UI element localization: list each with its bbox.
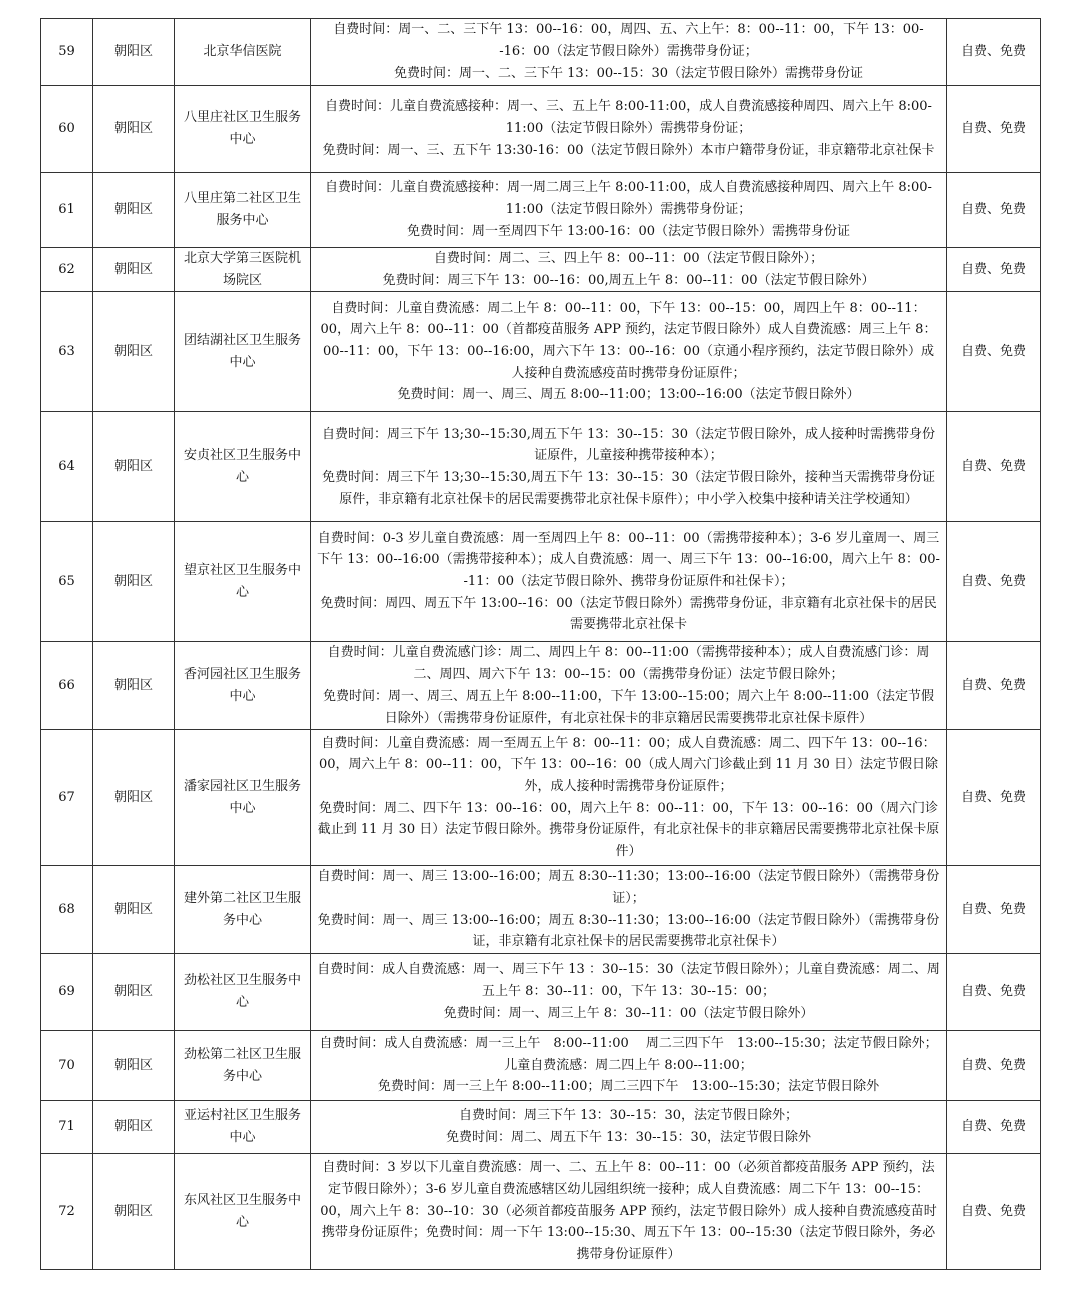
schedule-cell — [311, 522, 947, 642]
district-cell: 朝阳区 — [93, 954, 175, 1031]
row-number: 59 — [41, 19, 93, 86]
schedule-cell — [311, 1154, 947, 1270]
schedule-line: 自费时间：周三下午 13：30--15：30，法定节假日除外； — [458, 1108, 799, 1124]
schedule-cell — [311, 1101, 947, 1154]
schedule-line: 自费时间：儿童自费流感：周一至周五上午 8：00--11：00；成人自费流感：周二、四下午 13：00--16：00，周六上午 8：00--11：00，下午 13：00--16：00（成人周六门诊截止到 11 月 30 日）法定节假日除外，成人接种时需携带身份证原件； — [318, 735, 939, 795]
vaccine-type-cell: 自费、免费 — [947, 1031, 1041, 1101]
district-cell: 朝阳区 — [93, 248, 175, 292]
schedule-line: 自费时间：周一、周三 13:00--16:00；周五 8:30--11:30；13:00--16:00（法定节假日除外）（需携带身份证）； — [317, 869, 940, 906]
table-row — [41, 1031, 1041, 1101]
row-number: 67 — [41, 730, 93, 866]
row-number: 68 — [41, 866, 93, 954]
hospital-name-cell: 安贞社区卫生服务中心 — [175, 412, 311, 522]
table-row — [41, 1154, 1041, 1270]
hospital-name-cell: 北京大学第三医院机场院区 — [175, 248, 311, 292]
hospital-name-cell: 亚运村社区卫生服务中心 — [175, 1101, 311, 1154]
vaccine-type-cell: 自费、免费 — [947, 412, 1041, 522]
hospital-name-cell: 劲松第二社区卫生服务中心 — [175, 1031, 311, 1101]
schedule-line: 自费时间：0-3 岁儿童自费流感：周一至周四上午 8：00--11：00（需携带接种本）；3-6 岁儿童周一、周三下午 13：00--16:00（需携带接种本）；成人自费流感：周一、周三下午 13：00--16:00，周六上午 8：00--11：00（法定节假日除外、携带身份证原件和社保卡）； — [317, 530, 940, 590]
schedule-line: 免费时间：周一三上午 8:00--11:00；周二三四下午 13:00--15:30；法定节假日除外 — [377, 1079, 880, 1095]
schedule-line: 自费时间：周三下午 13;30--15:30,周五下午 13：30--15：30（法定节假日除外，成人接种时需携带身份证原件，儿童接种携带接种本）； — [321, 426, 936, 464]
schedule-line: 自费时间：周一、二、三下午 13：00--16：00，周四、五、六上午：8：00--11：00，下午 13：00--16：00（法定节假日除外）需携带身份证； — [333, 22, 924, 60]
vaccine-type-cell: 自费、免费 — [947, 1154, 1041, 1270]
schedule-cell — [311, 866, 947, 954]
schedule-cell — [311, 954, 947, 1031]
schedule-line: 自费时间：儿童自费流感接种：周一周二周三上午 8:00-11:00，成人自费流感接种周四、周六上午 8:00-11:00（法定节假日除外）需携带身份证； — [325, 180, 932, 218]
hospital-name-cell: 八里庄第二社区卫生服务中心 — [175, 173, 311, 248]
schedule-cell — [311, 730, 947, 866]
district-cell: 朝阳区 — [93, 642, 175, 730]
vaccine-type-cell: 自费、免费 — [947, 954, 1041, 1031]
table-row — [41, 866, 1041, 954]
table-row — [41, 642, 1041, 730]
district-cell: 朝阳区 — [93, 1154, 175, 1270]
schedule-line: 自费时间：周二、三、四上午 8：00--11：00（法定节假日除外）； — [433, 251, 824, 266]
vaccine-type-cell: 自费、免费 — [947, 173, 1041, 248]
schedule-cell — [311, 412, 947, 522]
table-row — [41, 173, 1041, 248]
table-row — [41, 954, 1041, 1031]
vaccine-type-cell: 自费、免费 — [947, 730, 1041, 866]
table-body — [41, 19, 1041, 1270]
schedule-cell — [311, 1031, 947, 1101]
vaccine-type-cell: 自费、免费 — [947, 248, 1041, 292]
district-cell: 朝阳区 — [93, 173, 175, 248]
district-cell: 朝阳区 — [93, 1031, 175, 1101]
hospital-name-cell: 团结湖社区卫生服务中心 — [175, 292, 311, 412]
row-number: 63 — [41, 292, 93, 412]
vaccination-schedule-table — [40, 18, 1041, 1270]
vaccine-type-cell: 自费、免费 — [947, 642, 1041, 730]
row-number: 71 — [41, 1101, 93, 1154]
table-row — [41, 86, 1041, 173]
schedule-cell — [311, 642, 947, 730]
schedule-line: 自费时间：成人自费流感：周一、周三下午 13 ：30--15：30（法定节假日除外）；儿童自费流感：周二、周五上午 8：30--11：00，下午 13：30--15：00； — [317, 962, 940, 1000]
vaccine-type-cell: 自费、免费 — [947, 866, 1041, 954]
row-number: 72 — [41, 1154, 93, 1270]
row-number: 61 — [41, 173, 93, 248]
hospital-name-cell: 北京华信医院 — [175, 19, 311, 86]
schedule-line: 免费时间：周二、周五下午 13：30--15：30，法定节假日除外 — [445, 1130, 812, 1146]
row-number: 66 — [41, 642, 93, 730]
hospital-name-cell: 劲松社区卫生服务中心 — [175, 954, 311, 1031]
schedule-line: 免费时间：周一、周三 13:00--16:00；周五 8:30--11:30；13:00--16:00（法定节假日除外）（需携带身份证，非京籍有北京社保卡的居民需要携带北京社保卡） — [317, 912, 940, 950]
schedule-line: 免费时间：周一、周三上午 8：30--11：00（法定节假日除外） — [443, 1005, 814, 1021]
hospital-name-cell: 香河园社区卫生服务中心 — [175, 642, 311, 730]
row-number: 62 — [41, 248, 93, 292]
schedule-cell — [311, 19, 947, 86]
schedule-line: 自费时间：3 岁以下儿童自费流感：周一、二、五上午 8：00--11：00（必须首都疫苗服务 APP 预约，法定节假日除外）；3-6 岁儿童自费流感辖区幼儿园组织统一接种；成人自费流感：周二下午 13：00--15：00，周六上午 8：30--10：30（必须首都疫苗服务 APP 预约，法定节假日除外）成人接种自费流感疫苗时携带身份证原件；免费时间：周一下午 13:00--15:30、周五下午 13：00--15:30（法定节假日除外，务必携带身份证原件） — [320, 1160, 937, 1263]
schedule-line: 自费时间：儿童自费流感：周二上午 8：00--11：00，下午 13：00--15：00，周四上午 8：00--11：00，周六上午 8：00--11：00（首都疫苗服务 APP 预约，法定节假日除外）成人自费流感：周三上午 8：00--11：00，下午 13：00--16:00，周六下午 13：00--16：00（京通小程序预约，法定节假日除外）成人接种自费流感疫苗时携带身份证原件； — [320, 300, 937, 381]
district-cell: 朝阳区 — [93, 86, 175, 173]
hospital-name-cell: 望京社区卫生服务中心 — [175, 522, 311, 642]
table-row — [41, 412, 1041, 522]
vaccine-type-cell: 自费、免费 — [947, 522, 1041, 642]
table-row — [41, 248, 1041, 292]
schedule-line: 自费时间：儿童自费流感接种：周一、三、五上午 8:00-11:00，成人自费流感接种周四、周六上午 8:00-11:00（法定节假日除外）需携带身份证； — [325, 99, 932, 137]
district-cell: 朝阳区 — [93, 866, 175, 954]
schedule-line: 免费时间：周一、三、五下午 13:30-16：00（法定节假日除外）本市户籍带身份证，非京籍带北京社保卡 — [322, 142, 935, 158]
schedule-line: 免费时间：周二、四下午 13：00--16：00，周六上午 8：00--11：00，下午 13：00--16：00（周六门诊截止到 11 月 30 日）法定节假日除外。携带身份证原件，有北京社保卡的非京籍居民需要携带北京社保卡原件） — [317, 800, 940, 860]
hospital-name-cell: 东风社区卫生服务中心 — [175, 1154, 311, 1270]
schedule-cell — [311, 173, 947, 248]
schedule-cell — [311, 248, 947, 292]
schedule-line: 免费时间：周一至周四下午 13:00-16：00（法定节假日除外）需携带身份证 — [406, 223, 851, 239]
row-number: 60 — [41, 86, 93, 173]
schedule-line: 免费时间：周四、周五下午 13:00--16：00（法定节假日除外）需携带身份证，非京籍有北京社保卡的居民需要携带北京社保卡 — [320, 595, 937, 633]
table-row — [41, 292, 1041, 412]
district-cell: 朝阳区 — [93, 19, 175, 86]
hospital-name-cell: 建外第二社区卫生服务中心 — [175, 866, 311, 954]
district-cell: 朝阳区 — [93, 522, 175, 642]
row-number: 70 — [41, 1031, 93, 1101]
row-number: 65 — [41, 522, 93, 642]
row-number: 64 — [41, 412, 93, 522]
district-cell: 朝阳区 — [93, 412, 175, 522]
schedule-line: 免费时间：周三下午 13;30--15:30,周五下午 13：30--15：30（法定节假日除外，接种当天需携带身份证原件，非京籍有北京社保卡的居民需要携带北京社保卡原件）；中小学入校集中接种请关注学校通知） — [321, 469, 936, 507]
vaccine-type-cell: 自费、免费 — [947, 292, 1041, 412]
table-row — [41, 1101, 1041, 1154]
schedule-line: 自费时间：儿童自费流感门诊：周二、周四上午 8：00--11:00（需携带接种本）；成人自费流感门诊：周二、周四、周六下午 13：00--15：00（需携带身份证）法定节假日除外； — [327, 645, 930, 683]
schedule-line: 免费时间：周一、周三、周五上午 8:00--11:00，下午 13:00--15:00；周六上午 8:00--11:00（法定节假日除外）（需携带身份证原件，有北京社保卡的非京籍居民需要携带北京社保卡原件） — [323, 688, 934, 726]
schedule-cell — [311, 86, 947, 173]
schedule-line: 免费时间：周一、周三、周五 8:00--11:00；13:00--16:00（法定节假日除外） — [397, 387, 860, 403]
vaccine-type-cell: 自费、免费 — [947, 86, 1041, 173]
district-cell: 朝阳区 — [93, 1101, 175, 1154]
schedule-line: 自费时间：成人自费流感：周一三上午 8:00--11:00 周二三四下午 13:00--15:30；法定节假日除外；儿童自费流感：周二四上午 8:00--11:00； — [319, 1035, 938, 1073]
district-cell: 朝阳区 — [93, 730, 175, 866]
hospital-name-cell: 八里庄社区卫生服务中心 — [175, 86, 311, 173]
row-number: 69 — [41, 954, 93, 1031]
vaccine-type-cell: 自费、免费 — [947, 19, 1041, 86]
table-row — [41, 522, 1041, 642]
table-row — [41, 730, 1041, 866]
schedule-line: 免费时间：周三下午 13：00--16：00,周五上午 8：00--11：00（法定节假日除外） — [382, 272, 875, 288]
table-row — [41, 19, 1041, 86]
hospital-name-cell: 潘家园社区卫生服务中心 — [175, 730, 311, 866]
schedule-cell — [311, 292, 947, 412]
schedule-line: 免费时间：周一、二、三下午 13：00--15：30（法定节假日除外）需携带身份证 — [393, 65, 864, 81]
district-cell: 朝阳区 — [93, 292, 175, 412]
vaccine-type-cell: 自费、免费 — [947, 1101, 1041, 1154]
